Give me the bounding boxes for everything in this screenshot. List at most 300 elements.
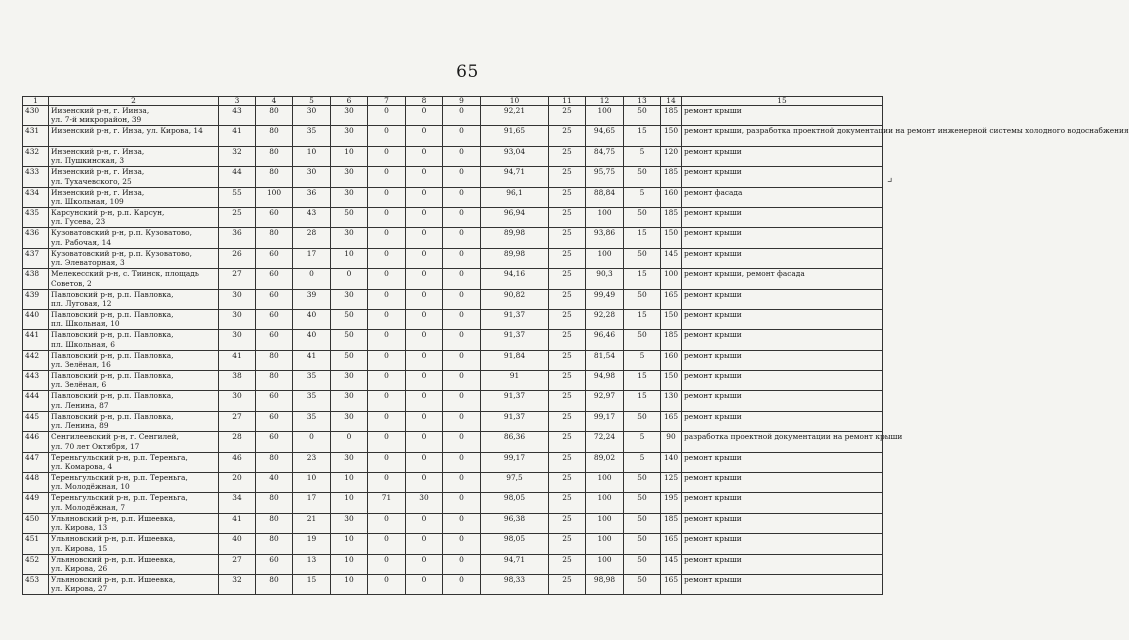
value-cell-c9: 0 [443, 534, 481, 554]
value-cell-c14: 165 [661, 534, 682, 554]
address-cell [49, 513, 219, 533]
value-cell-c12: 100 [586, 513, 624, 533]
value-cell-c4: 80 [256, 452, 293, 472]
value-cell-c4: 80 [256, 574, 293, 594]
address-cell [49, 187, 219, 207]
value-cell-c4: 80 [256, 106, 293, 126]
value-cell-c14: 160 [661, 350, 682, 370]
column-header: 10 [481, 97, 549, 106]
row-number: 446 [23, 432, 49, 452]
value-cell-c7: 71 [368, 493, 406, 513]
value-cell-c5: 10 [293, 473, 331, 493]
column-header: 8 [406, 97, 443, 106]
value-cell-c11: 25 [549, 574, 586, 594]
value-cell-c8: 0 [406, 207, 443, 227]
row-number: 450 [23, 513, 49, 533]
table-row [23, 330, 883, 350]
value-cell-c13: 15 [624, 371, 661, 391]
value-cell-c7: 0 [368, 330, 406, 350]
value-cell-c3: 30 [219, 330, 256, 350]
value-cell-c13: 15 [624, 269, 661, 289]
column-header: 9 [443, 97, 481, 106]
value-cell-c11: 25 [549, 432, 586, 452]
value-cell-c11: 25 [549, 248, 586, 268]
value-cell-c5: 30 [293, 167, 331, 187]
address-line: Тереньгульский р-н, р.п. Тереньга, [51, 473, 188, 483]
work-type-cell: ремонт крыши [682, 228, 883, 248]
table-row [23, 371, 883, 391]
address-line: Павловский р-н, р.п. Павловка, [51, 350, 174, 360]
row-number: 451 [23, 534, 49, 554]
value-cell-c3: 30 [219, 309, 256, 329]
value-cell-c9: 0 [443, 289, 481, 309]
address-cell [49, 534, 219, 554]
address-line: ул. Зелёная, 6 [51, 380, 107, 390]
work-type-cell: ремонт крыши [682, 411, 883, 431]
value-cell-c5: 41 [293, 350, 331, 370]
work-type-cell: ремонт крыши [682, 554, 883, 574]
value-cell-c5: 43 [293, 207, 331, 227]
work-type-cell: ремонт крыши, разработка проектной документации на ремонт инженерной системы холодного водоснабжения [682, 126, 883, 146]
value-cell-c6: 30 [331, 289, 368, 309]
table-row [23, 309, 883, 329]
table-row [23, 350, 883, 370]
value-cell-c6: 30 [331, 411, 368, 431]
value-cell-c14: 165 [661, 289, 682, 309]
table-row [23, 452, 883, 472]
value-cell-c7: 0 [368, 269, 406, 289]
address-line: ул. Кирова, 13 [51, 523, 108, 533]
value-cell-c12: 92,97 [586, 391, 624, 411]
value-cell-c8: 0 [406, 371, 443, 391]
value-cell-c12: 94,65 [586, 126, 624, 146]
value-cell-c7: 0 [368, 391, 406, 411]
value-cell-c12: 100 [586, 106, 624, 126]
value-cell-c11: 25 [549, 493, 586, 513]
value-cell-c12: 99,49 [586, 289, 624, 309]
value-cell-c5: 35 [293, 126, 331, 146]
address-cell [49, 330, 219, 350]
value-cell-c13: 50 [624, 106, 661, 126]
address-line: Ульяновский р-н, р.п. Ишеевка, [51, 554, 176, 564]
value-cell-c13: 50 [624, 330, 661, 350]
value-cell-c8: 0 [406, 534, 443, 554]
table-row [23, 106, 883, 126]
value-cell-c13: 15 [624, 309, 661, 329]
row-number: 447 [23, 452, 49, 472]
row-number: 449 [23, 493, 49, 513]
value-cell-c5: 13 [293, 554, 331, 574]
address-cell [49, 126, 219, 146]
value-cell-c4: 80 [256, 126, 293, 146]
margin-mark: ⌟ [887, 170, 893, 184]
value-cell-c3: 32 [219, 574, 256, 594]
address-line: ул. Рабочая, 14 [51, 237, 112, 247]
work-type-cell: ремонт крыши [682, 207, 883, 227]
value-cell-c4: 60 [256, 432, 293, 452]
value-cell-c4: 100 [256, 187, 293, 207]
value-cell-c9: 0 [443, 167, 481, 187]
value-cell-c10: 98,33 [481, 574, 549, 594]
address-cell [49, 309, 219, 329]
value-cell-c6: 30 [331, 391, 368, 411]
value-cell-c4: 80 [256, 371, 293, 391]
address-line: Инзенский р-н, г. Инза, [51, 146, 145, 156]
address-line: Иизенский р-н, г. Иинза, [51, 106, 150, 115]
value-cell-c12: 98,98 [586, 574, 624, 594]
value-cell-c4: 80 [256, 228, 293, 248]
table-row [23, 289, 883, 309]
table-row [23, 187, 883, 207]
value-cell-c11: 25 [549, 534, 586, 554]
value-cell-c4: 80 [256, 534, 293, 554]
address-line: ул. Ленина, 89 [51, 421, 109, 431]
value-cell-c12: 84,75 [586, 146, 624, 166]
column-header: 5 [293, 97, 331, 106]
column-header: 2 [49, 97, 219, 106]
value-cell-c4: 80 [256, 146, 293, 166]
value-cell-c14: 100 [661, 269, 682, 289]
value-cell-c11: 25 [549, 207, 586, 227]
address-line: ул. Тухачевского, 25 [51, 176, 132, 186]
value-cell-c7: 0 [368, 228, 406, 248]
row-number: 442 [23, 350, 49, 370]
value-cell-c7: 0 [368, 248, 406, 268]
row-number: 440 [23, 309, 49, 329]
value-cell-c8: 0 [406, 411, 443, 431]
value-cell-c7: 0 [368, 289, 406, 309]
value-cell-c12: 89,02 [586, 452, 624, 472]
value-cell-c14: 185 [661, 513, 682, 533]
value-cell-c10: 91,37 [481, 411, 549, 431]
value-cell-c5: 36 [293, 187, 331, 207]
value-cell-c3: 41 [219, 513, 256, 533]
work-type-cell: ремонт крыши [682, 330, 883, 350]
value-cell-c8: 0 [406, 126, 443, 146]
value-cell-c3: 25 [219, 207, 256, 227]
value-cell-c6: 50 [331, 350, 368, 370]
value-cell-c11: 25 [549, 554, 586, 574]
value-cell-c13: 50 [624, 411, 661, 431]
value-cell-c9: 0 [443, 513, 481, 533]
value-cell-c8: 0 [406, 350, 443, 370]
value-cell-c7: 0 [368, 187, 406, 207]
work-type-cell: ремонт крыши [682, 350, 883, 370]
value-cell-c13: 5 [624, 432, 661, 452]
value-cell-c10: 91,65 [481, 126, 549, 146]
value-cell-c7: 0 [368, 350, 406, 370]
value-cell-c13: 15 [624, 391, 661, 411]
value-cell-c6: 30 [331, 371, 368, 391]
value-cell-c14: 185 [661, 167, 682, 187]
work-type-cell: ремонт крыши [682, 574, 883, 594]
value-cell-c5: 40 [293, 309, 331, 329]
address-cell [49, 350, 219, 370]
value-cell-c5: 17 [293, 493, 331, 513]
value-cell-c14: 140 [661, 452, 682, 472]
value-cell-c13: 5 [624, 187, 661, 207]
value-cell-c8: 0 [406, 289, 443, 309]
value-cell-c7: 0 [368, 371, 406, 391]
value-cell-c7: 0 [368, 432, 406, 452]
value-cell-c5: 40 [293, 330, 331, 350]
table-row [23, 432, 883, 452]
address-line: Ульяновский р-н, р.п. Ишеевка, [51, 513, 176, 523]
value-cell-c4: 60 [256, 411, 293, 431]
value-cell-c9: 0 [443, 126, 481, 146]
table-row [23, 473, 883, 493]
address-cell [49, 493, 219, 513]
work-type-cell: ремонт крыши [682, 167, 883, 187]
address-line: Инзенский р-н, г. Инза, [51, 187, 145, 197]
address-line: ул. 7-й микрорайон, 39 [51, 115, 142, 125]
value-cell-c10: 91 [481, 371, 549, 391]
row-number: 444 [23, 391, 49, 411]
value-cell-c7: 0 [368, 411, 406, 431]
row-number: 441 [23, 330, 49, 350]
value-cell-c3: 40 [219, 534, 256, 554]
row-number: 436 [23, 228, 49, 248]
column-header: 7 [368, 97, 406, 106]
value-cell-c11: 25 [549, 371, 586, 391]
value-cell-c10: 98,05 [481, 493, 549, 513]
value-cell-c7: 0 [368, 126, 406, 146]
value-cell-c10: 96,1 [481, 187, 549, 207]
address-line: пл. Луговая, 12 [51, 298, 112, 308]
value-cell-c7: 0 [368, 554, 406, 574]
work-type-cell: ремонт крыши [682, 248, 883, 268]
value-cell-c5: 0 [293, 432, 331, 452]
row-number: 434 [23, 187, 49, 207]
value-cell-c4: 60 [256, 554, 293, 574]
value-cell-c12: 93,86 [586, 228, 624, 248]
value-cell-c4: 60 [256, 207, 293, 227]
value-cell-c9: 0 [443, 493, 481, 513]
value-cell-c7: 0 [368, 106, 406, 126]
address-line: ул. Ленина, 87 [51, 400, 109, 410]
address-cell [49, 473, 219, 493]
value-cell-c3: 44 [219, 167, 256, 187]
value-cell-c12: 88,84 [586, 187, 624, 207]
value-cell-c13: 50 [624, 534, 661, 554]
value-cell-c4: 60 [256, 391, 293, 411]
value-cell-c7: 0 [368, 534, 406, 554]
address-line: ул. Кирова, 27 [51, 584, 108, 594]
value-cell-c5: 30 [293, 106, 331, 126]
table-row [23, 534, 883, 554]
value-cell-c9: 0 [443, 248, 481, 268]
column-header: 6 [331, 97, 368, 106]
value-cell-c8: 0 [406, 330, 443, 350]
value-cell-c6: 10 [331, 574, 368, 594]
row-number: 437 [23, 248, 49, 268]
value-cell-c6: 30 [331, 187, 368, 207]
table-row [23, 493, 883, 513]
work-type-cell: ремонт крыши [682, 309, 883, 329]
column-header: 1 [23, 97, 49, 106]
address-line: Павловский р-н, р.п. Павловка, [51, 289, 174, 299]
row-number: 430 [23, 106, 49, 126]
value-cell-c6: 0 [331, 269, 368, 289]
address-cell [49, 554, 219, 574]
address-cell [49, 411, 219, 431]
row-number: 445 [23, 411, 49, 431]
work-type-cell: ремонт крыши [682, 473, 883, 493]
value-cell-c13: 50 [624, 167, 661, 187]
value-cell-c8: 0 [406, 554, 443, 574]
value-cell-c11: 25 [549, 146, 586, 166]
column-header: 12 [586, 97, 624, 106]
address-cell [49, 452, 219, 472]
address-line: Павловский р-н, р.п. Павловка, [51, 391, 174, 401]
value-cell-c9: 0 [443, 309, 481, 329]
row-number: 431 [23, 126, 49, 146]
header-row [23, 97, 883, 106]
value-cell-c13: 50 [624, 554, 661, 574]
value-cell-c6: 10 [331, 146, 368, 166]
value-cell-c14: 120 [661, 146, 682, 166]
value-cell-c12: 100 [586, 534, 624, 554]
value-cell-c14: 125 [661, 473, 682, 493]
value-cell-c5: 35 [293, 371, 331, 391]
value-cell-c11: 25 [549, 106, 586, 126]
value-cell-c8: 0 [406, 228, 443, 248]
value-cell-c11: 25 [549, 309, 586, 329]
table-row [23, 411, 883, 431]
column-header: 13 [624, 97, 661, 106]
value-cell-c5: 10 [293, 146, 331, 166]
value-cell-c3: 46 [219, 452, 256, 472]
value-cell-c5: 21 [293, 513, 331, 533]
address-line: Тереньгульский р-н, р.п. Тереньга, [51, 452, 188, 462]
column-header: 11 [549, 97, 586, 106]
address-line: Ульяновский р-н, р.п. Ишеевка, [51, 574, 176, 584]
address-line: Павловский р-н, р.п. Павловка, [51, 371, 174, 381]
value-cell-c10: 96,38 [481, 513, 549, 533]
value-cell-c3: 27 [219, 269, 256, 289]
value-cell-c12: 100 [586, 207, 624, 227]
value-cell-c14: 130 [661, 391, 682, 411]
address-line: Карсунский р-н, р.п. Карсун, [51, 207, 165, 217]
value-cell-c4: 60 [256, 330, 293, 350]
work-type-cell: ремонт крыши [682, 534, 883, 554]
work-type-cell: ремонт крыши [682, 106, 883, 126]
value-cell-c7: 0 [368, 146, 406, 166]
value-cell-c10: 89,98 [481, 248, 549, 268]
value-cell-c3: 36 [219, 228, 256, 248]
value-cell-c14: 90 [661, 432, 682, 452]
value-cell-c11: 25 [549, 187, 586, 207]
address-line: ул. Зелёная, 16 [51, 360, 111, 370]
value-cell-c12: 100 [586, 473, 624, 493]
value-cell-c14: 150 [661, 371, 682, 391]
value-cell-c14: 185 [661, 207, 682, 227]
address-line: Тереньгульский р-н, р.п. Тереньга, [51, 493, 188, 503]
table-row [23, 167, 883, 187]
address-cell [49, 146, 219, 166]
value-cell-c14: 150 [661, 126, 682, 146]
value-cell-c14: 185 [661, 106, 682, 126]
table-row [23, 513, 883, 533]
value-cell-c10: 89,98 [481, 228, 549, 248]
value-cell-c6: 30 [331, 452, 368, 472]
value-cell-c12: 90,3 [586, 269, 624, 289]
address-line: ул. 70 лет Октября, 17 [51, 441, 140, 451]
value-cell-c3: 28 [219, 432, 256, 452]
value-cell-c6: 10 [331, 534, 368, 554]
row-number: 433 [23, 167, 49, 187]
value-cell-c14: 185 [661, 330, 682, 350]
table-row [23, 248, 883, 268]
address-line: пл. Школьная, 6 [51, 339, 115, 349]
work-type-cell: ремонт крыши, ремонт фасада [682, 269, 883, 289]
value-cell-c10: 92,21 [481, 106, 549, 126]
value-cell-c13: 5 [624, 350, 661, 370]
value-cell-c8: 0 [406, 248, 443, 268]
value-cell-c6: 10 [331, 554, 368, 574]
value-cell-c6: 30 [331, 513, 368, 533]
value-cell-c12: 96,46 [586, 330, 624, 350]
value-cell-c10: 99,17 [481, 452, 549, 472]
value-cell-c9: 0 [443, 432, 481, 452]
value-cell-c8: 0 [406, 106, 443, 126]
address-line: ул. Молодёжная, 10 [51, 482, 130, 492]
value-cell-c5: 23 [293, 452, 331, 472]
value-cell-c4: 60 [256, 289, 293, 309]
value-cell-c10: 97,5 [481, 473, 549, 493]
page-number: 65 [456, 62, 479, 82]
value-cell-c11: 25 [549, 167, 586, 187]
value-cell-c11: 25 [549, 289, 586, 309]
value-cell-c4: 80 [256, 350, 293, 370]
value-cell-c9: 0 [443, 106, 481, 126]
value-cell-c6: 0 [331, 432, 368, 452]
value-cell-c5: 35 [293, 391, 331, 411]
column-header: 4 [256, 97, 293, 106]
address-line: Ульяновский р-н, р.п. Ишеевка, [51, 534, 176, 544]
value-cell-c14: 165 [661, 574, 682, 594]
value-cell-c13: 50 [624, 513, 661, 533]
value-cell-c5: 15 [293, 574, 331, 594]
work-type-cell: ремонт крыши [682, 452, 883, 472]
address-line: Советов, 2 [51, 278, 92, 288]
value-cell-c8: 0 [406, 513, 443, 533]
value-cell-c10: 91,84 [481, 350, 549, 370]
value-cell-c9: 0 [443, 473, 481, 493]
address-line: ул. Кирова, 15 [51, 543, 108, 553]
address-line: ул. Комарова, 4 [51, 462, 113, 472]
value-cell-c4: 80 [256, 493, 293, 513]
address-cell [49, 269, 219, 289]
address-cell [49, 289, 219, 309]
value-cell-c5: 28 [293, 228, 331, 248]
value-cell-c8: 0 [406, 574, 443, 594]
value-cell-c6: 50 [331, 309, 368, 329]
work-type-cell: ремонт крыши [682, 513, 883, 533]
value-cell-c10: 94,16 [481, 269, 549, 289]
value-cell-c10: 94,71 [481, 167, 549, 187]
value-cell-c6: 50 [331, 330, 368, 350]
value-cell-c9: 0 [443, 391, 481, 411]
value-cell-c13: 50 [624, 248, 661, 268]
value-cell-c14: 150 [661, 309, 682, 329]
row-number: 448 [23, 473, 49, 493]
address-line: ул. Гусева, 23 [51, 217, 106, 227]
value-cell-c14: 150 [661, 228, 682, 248]
value-cell-c3: 32 [219, 146, 256, 166]
address-cell [49, 432, 219, 452]
value-cell-c5: 0 [293, 269, 331, 289]
